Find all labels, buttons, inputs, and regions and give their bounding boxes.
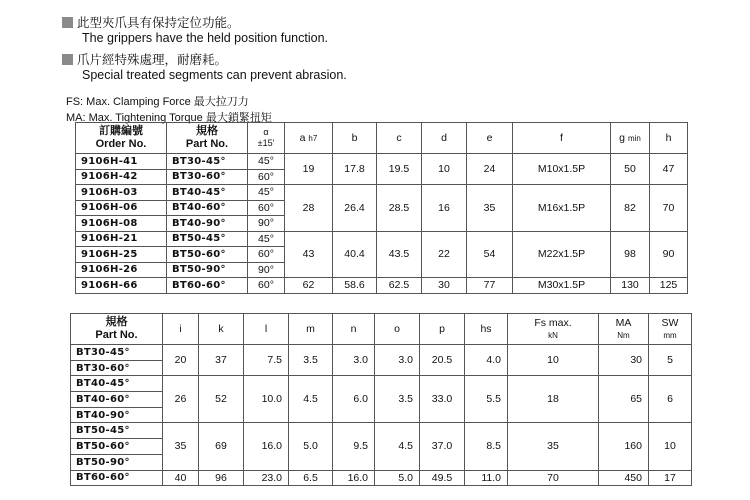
sw-value: 5 <box>649 345 692 376</box>
d-value: 22 <box>422 231 467 278</box>
p-value: 20.5 <box>420 345 465 376</box>
gripper-spec-table <box>75 122 688 294</box>
a-value: 43 <box>285 231 333 278</box>
fs-header: Fs max. kN <box>508 314 599 345</box>
d-value: 16 <box>422 185 467 232</box>
dimension-torque-table <box>70 313 692 486</box>
l-value: 16.0 <box>244 423 289 470</box>
part-no: BT40-60° <box>71 392 163 408</box>
angle: 45° <box>248 154 285 170</box>
table-row <box>76 185 688 201</box>
m-value: 6.5 <box>289 470 333 486</box>
h-value: 70 <box>650 185 688 232</box>
bullet-square-icon <box>62 17 73 28</box>
order-no: 9106H-08 <box>76 216 167 232</box>
order-no: 9106H-42 <box>76 169 167 185</box>
hs-value: 8.5 <box>465 423 508 470</box>
table-row <box>71 470 692 486</box>
part-no: BT50-60° <box>71 439 163 455</box>
table-row <box>76 154 688 170</box>
hs-value: 5.5 <box>465 376 508 423</box>
sw-value: 10 <box>649 423 692 470</box>
table-header-row <box>76 123 688 154</box>
angle: 45° <box>248 231 285 247</box>
part-no: BT40-90° <box>167 216 248 232</box>
d-value: 10 <box>422 154 467 185</box>
b-value: 17.8 <box>333 154 377 185</box>
feature-note-1 <box>62 16 328 46</box>
f-value: M22x1.5P <box>513 231 611 278</box>
fs-abbreviation: FS: Max. Clamping Force 最大拉刀力 <box>66 96 249 108</box>
angle: 60° <box>248 169 285 185</box>
part-no: BT40-90° <box>71 407 163 423</box>
k-value: 52 <box>199 376 244 423</box>
part-no: BT30-60° <box>71 360 163 376</box>
table-row <box>71 345 692 361</box>
part-no-header: 規格 Part No. <box>167 123 248 154</box>
a-value: 19 <box>285 154 333 185</box>
table-row <box>76 278 688 294</box>
note-en: Special treated segments can prevent abrasion. <box>82 68 347 82</box>
order-no: 9106H-25 <box>76 247 167 263</box>
ma-value: 65 <box>599 376 649 423</box>
b-header: b <box>333 123 377 154</box>
angle: 45° <box>248 185 285 201</box>
b-value: 58.6 <box>333 278 377 294</box>
n-value: 3.0 <box>333 345 375 376</box>
ma-header: MA Nm <box>599 314 649 345</box>
i-value: 20 <box>163 345 199 376</box>
f-header: f <box>513 123 611 154</box>
i-value: 40 <box>163 470 199 486</box>
angle: 90° <box>248 262 285 278</box>
e-value: 24 <box>467 154 513 185</box>
sw-header: SW mm <box>649 314 692 345</box>
m-value: 5.0 <box>289 423 333 470</box>
part-no: BT40-45° <box>167 185 248 201</box>
l-value: 23.0 <box>244 470 289 486</box>
l-value: 10.0 <box>244 376 289 423</box>
part-no: BT50-45° <box>71 423 163 439</box>
table-row <box>76 231 688 247</box>
l-value: 7.5 <box>244 345 289 376</box>
g-value: 130 <box>611 278 650 294</box>
e-value: 35 <box>467 185 513 232</box>
fs-value: 70 <box>508 470 599 486</box>
feature-note-2 <box>62 53 347 83</box>
order-no-header: 訂購編號 Order No. <box>76 123 167 154</box>
angle: 90° <box>248 216 285 232</box>
g-header: g min <box>611 123 650 154</box>
c-value: 43.5 <box>377 231 422 278</box>
fs-value: 10 <box>508 345 599 376</box>
a-header: a h7 <box>285 123 333 154</box>
part-no: BT50-90° <box>167 262 248 278</box>
part-no: BT60-60° <box>167 278 248 294</box>
b-value: 40.4 <box>333 231 377 278</box>
c-value: 62.5 <box>377 278 422 294</box>
alpha-header: α ±15' <box>248 123 285 154</box>
o-value: 4.5 <box>375 423 420 470</box>
part-no: BT50-45° <box>167 231 248 247</box>
k-value: 69 <box>199 423 244 470</box>
o-header: o <box>375 314 420 345</box>
o-value: 3.0 <box>375 345 420 376</box>
e-header: e <box>467 123 513 154</box>
h-value: 125 <box>650 278 688 294</box>
m-header: m <box>289 314 333 345</box>
h-value: 47 <box>650 154 688 185</box>
part-no: BT60-60° <box>71 470 163 486</box>
hs-value: 11.0 <box>465 470 508 486</box>
part-no: BT30-45° <box>71 345 163 361</box>
n-value: 16.0 <box>333 470 375 486</box>
fs-value: 18 <box>508 376 599 423</box>
ma-value: 30 <box>599 345 649 376</box>
part-no: BT50-90° <box>71 454 163 470</box>
m-value: 3.5 <box>289 345 333 376</box>
g-value: 50 <box>611 154 650 185</box>
p-value: 49.5 <box>420 470 465 486</box>
hs-value: 4.0 <box>465 345 508 376</box>
part-no: BT40-45° <box>71 376 163 392</box>
order-no: 9106H-41 <box>76 154 167 170</box>
d-value: 30 <box>422 278 467 294</box>
h-value: 90 <box>650 231 688 278</box>
c-value: 19.5 <box>377 154 422 185</box>
angle: 60° <box>248 247 285 263</box>
ma-value: 160 <box>599 423 649 470</box>
ma-value: 450 <box>599 470 649 486</box>
part-no: BT50-60° <box>167 247 248 263</box>
c-header: c <box>377 123 422 154</box>
table-row <box>71 423 692 439</box>
k-value: 96 <box>199 470 244 486</box>
c-value: 28.5 <box>377 185 422 232</box>
n-value: 6.0 <box>333 376 375 423</box>
g-value: 82 <box>611 185 650 232</box>
i-value: 26 <box>163 376 199 423</box>
order-no: 9106H-21 <box>76 231 167 247</box>
angle: 60° <box>248 278 285 294</box>
order-no: 9106H-03 <box>76 185 167 201</box>
part-no: BT30-45° <box>167 154 248 170</box>
a-value: 62 <box>285 278 333 294</box>
table-header-row <box>71 314 692 345</box>
m-value: 4.5 <box>289 376 333 423</box>
fs-value: 35 <box>508 423 599 470</box>
l-header: l <box>244 314 289 345</box>
sw-value: 6 <box>649 376 692 423</box>
k-value: 37 <box>199 345 244 376</box>
angle: 60° <box>248 200 285 216</box>
p-value: 33.0 <box>420 376 465 423</box>
d-header: d <box>422 123 467 154</box>
g-value: 98 <box>611 231 650 278</box>
bullet-square-icon <box>62 54 73 65</box>
alpha-symbol: α <box>263 127 269 137</box>
order-no: 9106H-26 <box>76 262 167 278</box>
part-no: BT30-60° <box>167 169 248 185</box>
n-header: n <box>333 314 375 345</box>
sw-value: 17 <box>649 470 692 486</box>
hs-header: hs <box>465 314 508 345</box>
order-no: 9106H-66 <box>76 278 167 294</box>
h-header: h <box>650 123 688 154</box>
i-header: i <box>163 314 199 345</box>
f-value: M10x1.5P <box>513 154 611 185</box>
ma-abbreviation: MA: Max. Tightening Torque 最大鎖緊扭矩 <box>66 112 272 124</box>
o-value: 5.0 <box>375 470 420 486</box>
part-no-header: 規格 Part No. <box>71 314 163 345</box>
e-value: 54 <box>467 231 513 278</box>
p-value: 37.0 <box>420 423 465 470</box>
o-value: 3.5 <box>375 376 420 423</box>
n-value: 9.5 <box>333 423 375 470</box>
note-zh: 此型夾爪具有保持定位功能。 <box>77 16 240 30</box>
f-value: M30x1.5P <box>513 278 611 294</box>
p-header: p <box>420 314 465 345</box>
part-no: BT40-60° <box>167 200 248 216</box>
table-row <box>71 376 692 392</box>
note-en: The grippers have the held position function. <box>82 31 328 45</box>
order-no: 9106H-06 <box>76 200 167 216</box>
k-header: k <box>199 314 244 345</box>
i-value: 35 <box>163 423 199 470</box>
e-value: 77 <box>467 278 513 294</box>
a-value: 28 <box>285 185 333 232</box>
note-zh: 爪片經特殊處理，耐磨耗。 <box>77 53 228 67</box>
f-value: M16x1.5P <box>513 185 611 232</box>
b-value: 26.4 <box>333 185 377 232</box>
